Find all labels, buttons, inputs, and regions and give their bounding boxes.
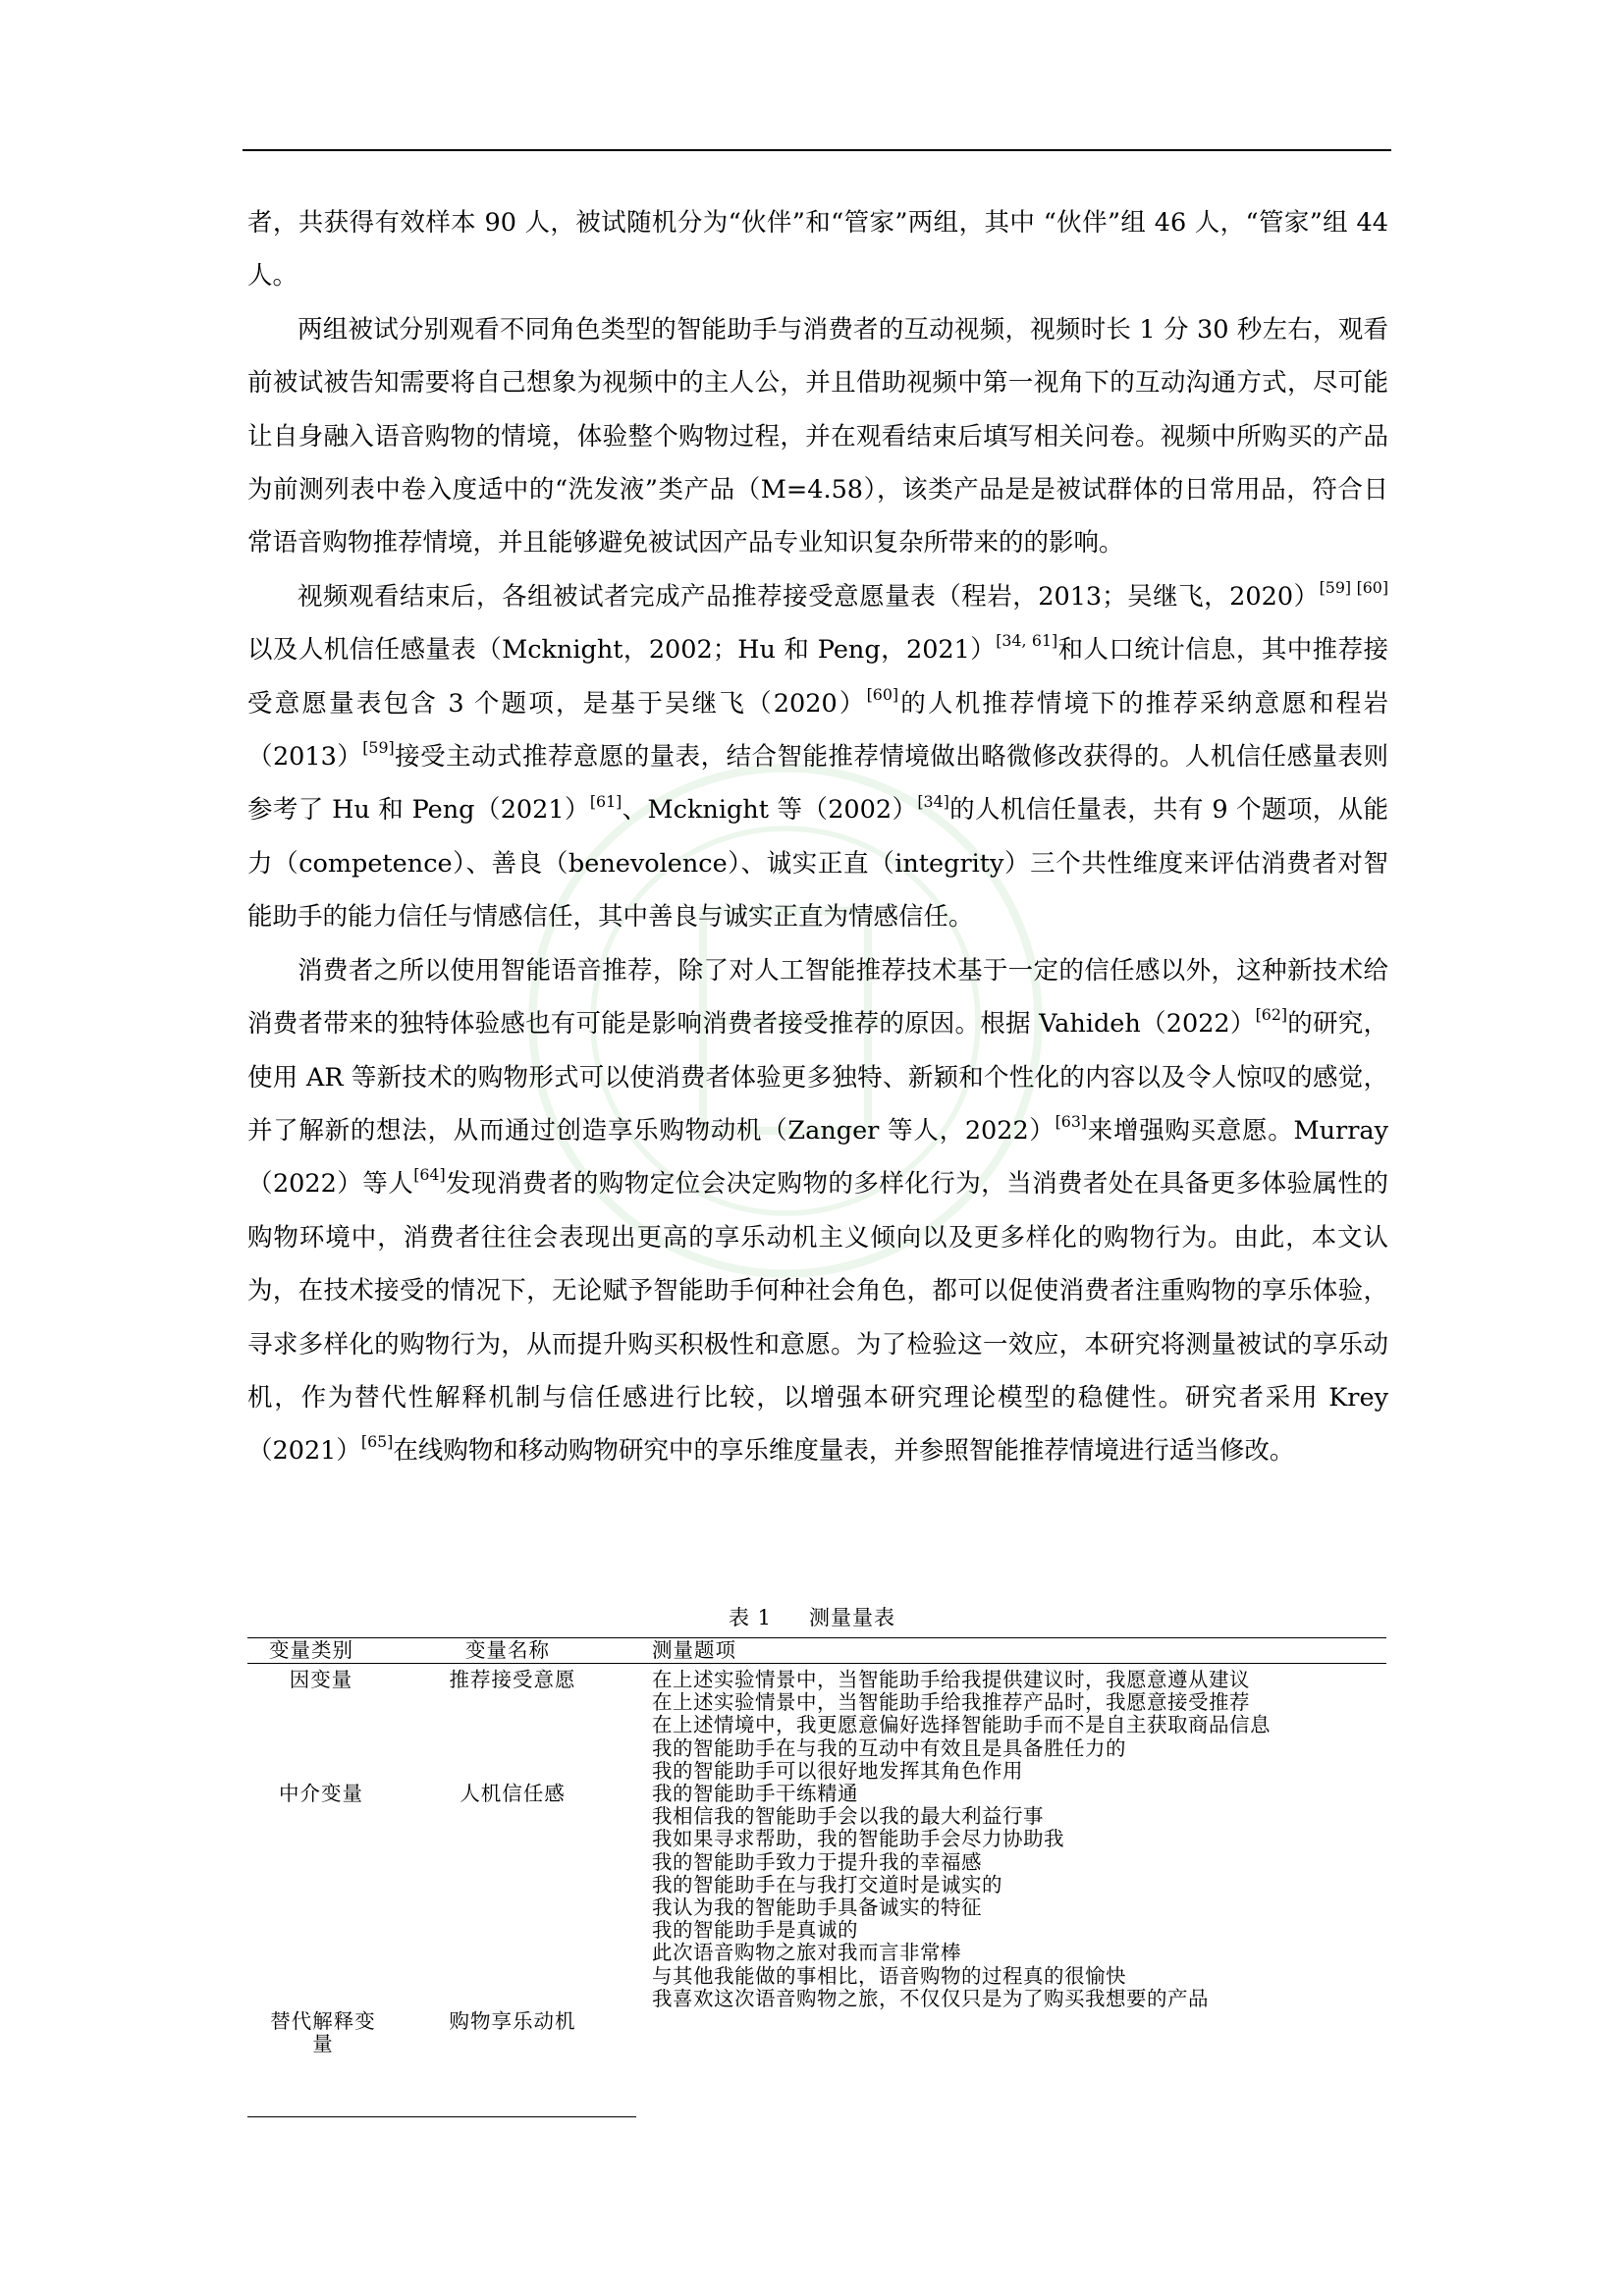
paragraph-text: 接受主动式推荐意愿的量表，结合智能推荐情境做出略微修改获得的。人机信任感量表则参考了 Hu 和 Peng（2021） bbox=[247, 742, 1388, 826]
paragraph-text: 的人机推荐情境下的推荐采纳意愿和程岩（2013） bbox=[247, 688, 1388, 773]
header-rule bbox=[243, 149, 1391, 151]
table-item: 在上述实验情景中，当智能助手给我提供建议时，我愿意遵从建议 bbox=[652, 1668, 1250, 1691]
table-top-rule bbox=[247, 1637, 1386, 1638]
table-header-variable: 变量名称 bbox=[465, 1638, 550, 1662]
table-bottom-rule bbox=[247, 2116, 636, 2117]
table-item: 我喜欢这次语音购物之旅，不仅仅只是为了购买我想要的产品 bbox=[652, 1986, 1209, 2010]
paragraph-text: 的人机信任量表，共有 9 个题项，从能力（competence）、善良（benevolence）、诚实正直（integrity）三个共性维度来评估消费者对智能助手的能力信任与情感信任，其中善良与诚实正直为情感信任。 bbox=[247, 795, 1388, 933]
table-item: 在上述实验情景中，当智能助手给我推荐产品时，我愿意接受推荐 bbox=[652, 1690, 1250, 1715]
paragraph-text: 的研究，使用 AR 等新技术的购物形式可以使消费者体验更多独特、新颖和个性化的内容以及令人惊叹的感觉，并了解新的想法，从而通过创造享乐购物动机（Zanger 等人，2022） bbox=[247, 1009, 1388, 1146]
citation-reference: [61] bbox=[589, 791, 623, 811]
table-items-column bbox=[652, 1669, 1398, 2010]
table-header-rule bbox=[247, 1663, 1386, 1664]
paragraph-text: 、Mcknight 等（2002） bbox=[622, 795, 918, 826]
table-variable: 购物享乐动机 bbox=[449, 2009, 576, 2033]
body-paragraph bbox=[247, 944, 1388, 1478]
table-header-items: 测量题项 bbox=[652, 1638, 736, 1662]
paragraph-text: 以及人机信任感量表（Mcknight，2002；Hu 和 Peng，2021） bbox=[247, 635, 997, 666]
table-item: 我的智能助手在与我的互动中有效且是具备胜任力的 bbox=[652, 1735, 1126, 1760]
table-caption-number: 表 1 bbox=[728, 1606, 773, 1629]
body-paragraph bbox=[247, 303, 1388, 570]
table-variable: 人机信任感 bbox=[460, 1782, 566, 1805]
citation-reference: [59] bbox=[362, 738, 395, 758]
citation-reference: [64] bbox=[413, 1165, 446, 1185]
citation-reference: [65] bbox=[360, 1432, 394, 1452]
paragraph-text: 消费者之所以使用智能语音推荐，除了对人工智能推荐技术基于一定的信任感以外，这种新技术给消费者带来的独特体验感也有可能是影响消费者接受推荐的原因。根据 Vahideh（2022） bbox=[247, 955, 1388, 1040]
body-paragraph bbox=[247, 570, 1388, 944]
table-item: 我如果寻求帮助，我的智能助手会尽力协助我 bbox=[652, 1827, 1064, 1851]
table-item: 此次语音购物之旅对我而言非常棒 bbox=[652, 1941, 961, 1965]
table-item: 我的智能助手在与我打交道时是诚实的 bbox=[652, 1872, 1002, 1896]
table-item: 在上述情境中，我更愿意偏好选择智能助手而不是自主获取商品信息 bbox=[652, 1713, 1271, 1737]
paragraph-text: 两组被试分别观看不同角色类型的智能助手与消费者的互动视频，视频时长 1 分 30 秒左右，观看前被试被告知需要将自己想象为视频中的主人公，并且借助视频中第一视角下的互动沟通方式，尽可能让自身融入语音购物的情境，体验整个购物过程，并在观看结束后填写相关问卷。视频中所购买的产品为前测列表中卷入度适中的“洗发液”类产品（M=4.58），该类产品是是被试群体的日常用品，符合日常语音购物推荐情境，并且能够避免被试因产品专业知识复杂所带来的的影响。 bbox=[247, 314, 1388, 559]
citation-reference: [60] bbox=[866, 684, 899, 704]
paragraph-text: 来增强购买意愿。Murray（2022）等人 bbox=[247, 1115, 1388, 1200]
citation-reference: [62] bbox=[1255, 1005, 1288, 1025]
table-category: 因变量 bbox=[289, 1668, 353, 1691]
paragraph-text: 和人口统计信息，其中推荐接受意愿量表包含 3 个题项，是基于吴继飞（2020） bbox=[247, 635, 1388, 719]
citation-reference: [63] bbox=[1055, 1112, 1088, 1132]
table-item: 我相信我的智能助手会以我的最大利益行事 bbox=[652, 1804, 1044, 1829]
table-category: 替代解释变量 bbox=[270, 2009, 376, 2056]
body-text bbox=[247, 196, 1388, 1478]
table-variable: 推荐接受意愿 bbox=[449, 1668, 576, 1691]
table-item: 我的智能助手可以很好地发挥其角色作用 bbox=[652, 1758, 1023, 1783]
citation-reference: [34, 61] bbox=[996, 631, 1058, 651]
paragraph-text: 发现消费者的购物定位会决定购物的多样化行为，当消费者处在具备更多体验属性的购物环境中，消费者往往会表现出更高的享乐动机主义倾向以及更多样化的购物行为。由此，本文认为，在技术接受的情况下，无论赋予智能助手何种社会角色，都可以促使消费者注重购物的享乐体验，寻求多样化的购物行为，从而提升购买积极性和意愿。为了检验这一效应，本研究将测量被试的享乐动机，作为替代性解释机制与信任感进行比较，以增强本研究理论模型的稳健性。研究者采用 Krey（2021） bbox=[247, 1169, 1388, 1467]
paragraph-text: 者，共获得有效样本 90 人，被试随机分为“伙伴”和“管家”两组，其中 “伙伴”组 46 人，“管家”组 44 人。 bbox=[247, 208, 1388, 292]
table-caption-title: 测量量表 bbox=[809, 1606, 896, 1629]
table-header-category: 变量类别 bbox=[269, 1638, 353, 1662]
table-item: 我认为我的智能助手具备诚实的特征 bbox=[652, 1896, 982, 1920]
citation-reference: [59] [60] bbox=[1319, 577, 1388, 597]
table-item: 我的智能助手干练精通 bbox=[652, 1782, 858, 1806]
paragraph-text: 在线购物和移动购物研究中的享乐维度量表，并参照智能推荐情境进行适当修改。 bbox=[393, 1436, 1295, 1467]
table-item: 与其他我能做的事相比，语音购物的过程真的很愉快 bbox=[652, 1963, 1126, 1988]
paragraph-text: 视频观看结束后，各组被试者完成产品推荐接受意愿量表（程岩，2013；吴继飞，2020） bbox=[298, 581, 1320, 612]
body-paragraph bbox=[247, 196, 1388, 303]
table-category: 中介变量 bbox=[279, 1782, 363, 1805]
citation-reference: [34] bbox=[917, 791, 949, 811]
table-item: 我的智能助手致力于提升我的幸福感 bbox=[652, 1849, 982, 1874]
table-caption bbox=[0, 1602, 1624, 1631]
table-item: 我的智能助手是真诚的 bbox=[652, 1918, 858, 1943]
